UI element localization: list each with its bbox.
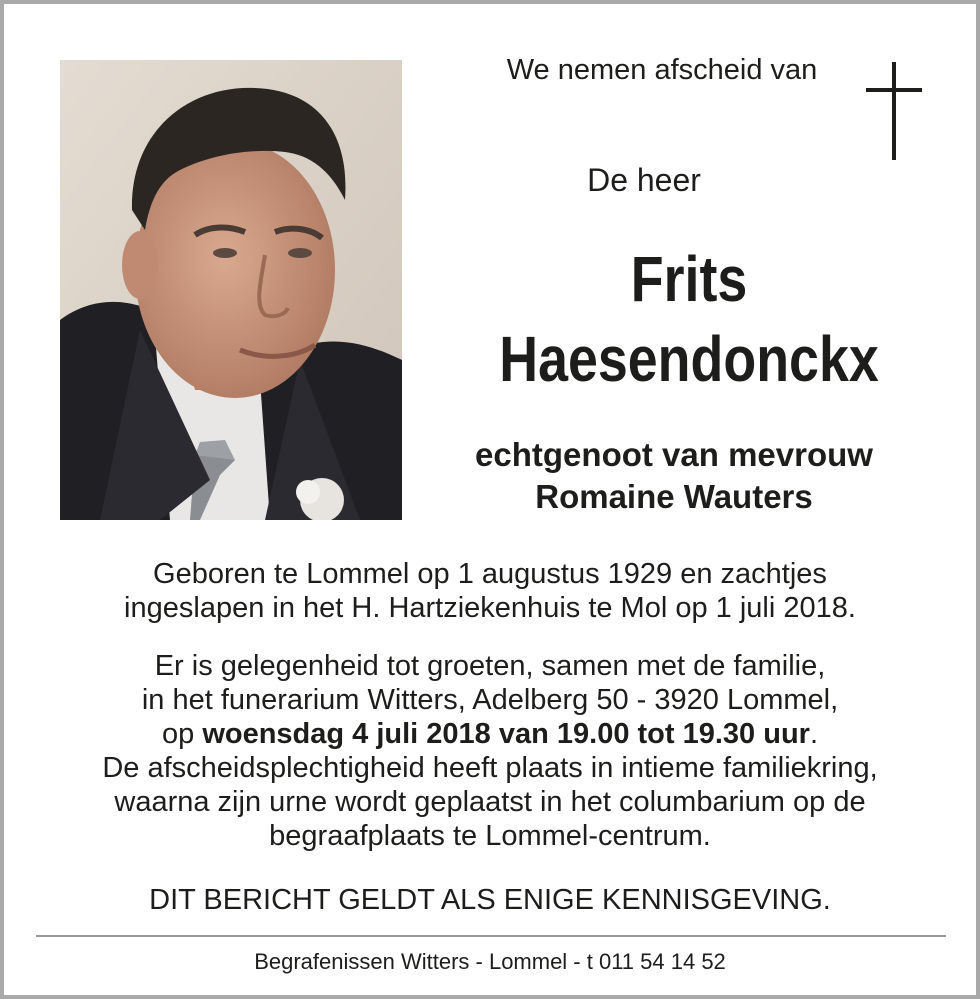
portrait-photo: [60, 60, 402, 520]
intro-text: We nemen afscheid van: [506, 54, 818, 86]
visit-line-5: waarna zijn urne wordt geplaatst in het columbarium op de: [114, 786, 866, 818]
visitation-paragraph: [4, 649, 976, 853]
footer-text: Begrafenissen Witters - Lommel - t 011 54 14 52: [254, 949, 726, 974]
first-name: Frits: [630, 243, 748, 315]
birth-death-paragraph: [4, 557, 976, 625]
visit-date-time: woensdag 4 juli 2018 van 19.00 tot 19.30 uur: [202, 718, 810, 750]
born-line-1: Geboren te Lommel op 1 augustus 1929 en zachtjes: [153, 558, 827, 590]
born-line-2: ingeslapen in het H. Hartziekenhuis te Mol op 1 juli 2018.: [124, 592, 856, 624]
visit-line-3-prefix: op: [161, 718, 203, 750]
spouse-line-1: echtgenoot van mevrouw: [475, 436, 873, 473]
visit-line-6: begraafplaats te Lommel-centrum.: [269, 820, 711, 852]
visit-line-3-suffix: .: [809, 718, 819, 750]
visit-line-3: [4, 717, 976, 751]
visit-line-4: De afscheidsplechtigheid heeft plaats in intieme familiekring,: [102, 752, 878, 784]
divider: [36, 935, 946, 937]
last-name: Haesendonckx: [499, 323, 879, 395]
visit-line-1: Er is gelegenheid tot groeten, samen met de familie,: [154, 650, 826, 682]
visit-line-2: in het funerarium Witters, Adelberg 50 - 3920 Lommel,: [141, 684, 839, 716]
notice-text: DIT BERICHT GELDT ALS ENIGE KENNISGEVING.: [149, 884, 831, 916]
spouse-line-2: Romaine Wauters: [535, 478, 813, 515]
title-prefix: De heer: [587, 162, 701, 198]
